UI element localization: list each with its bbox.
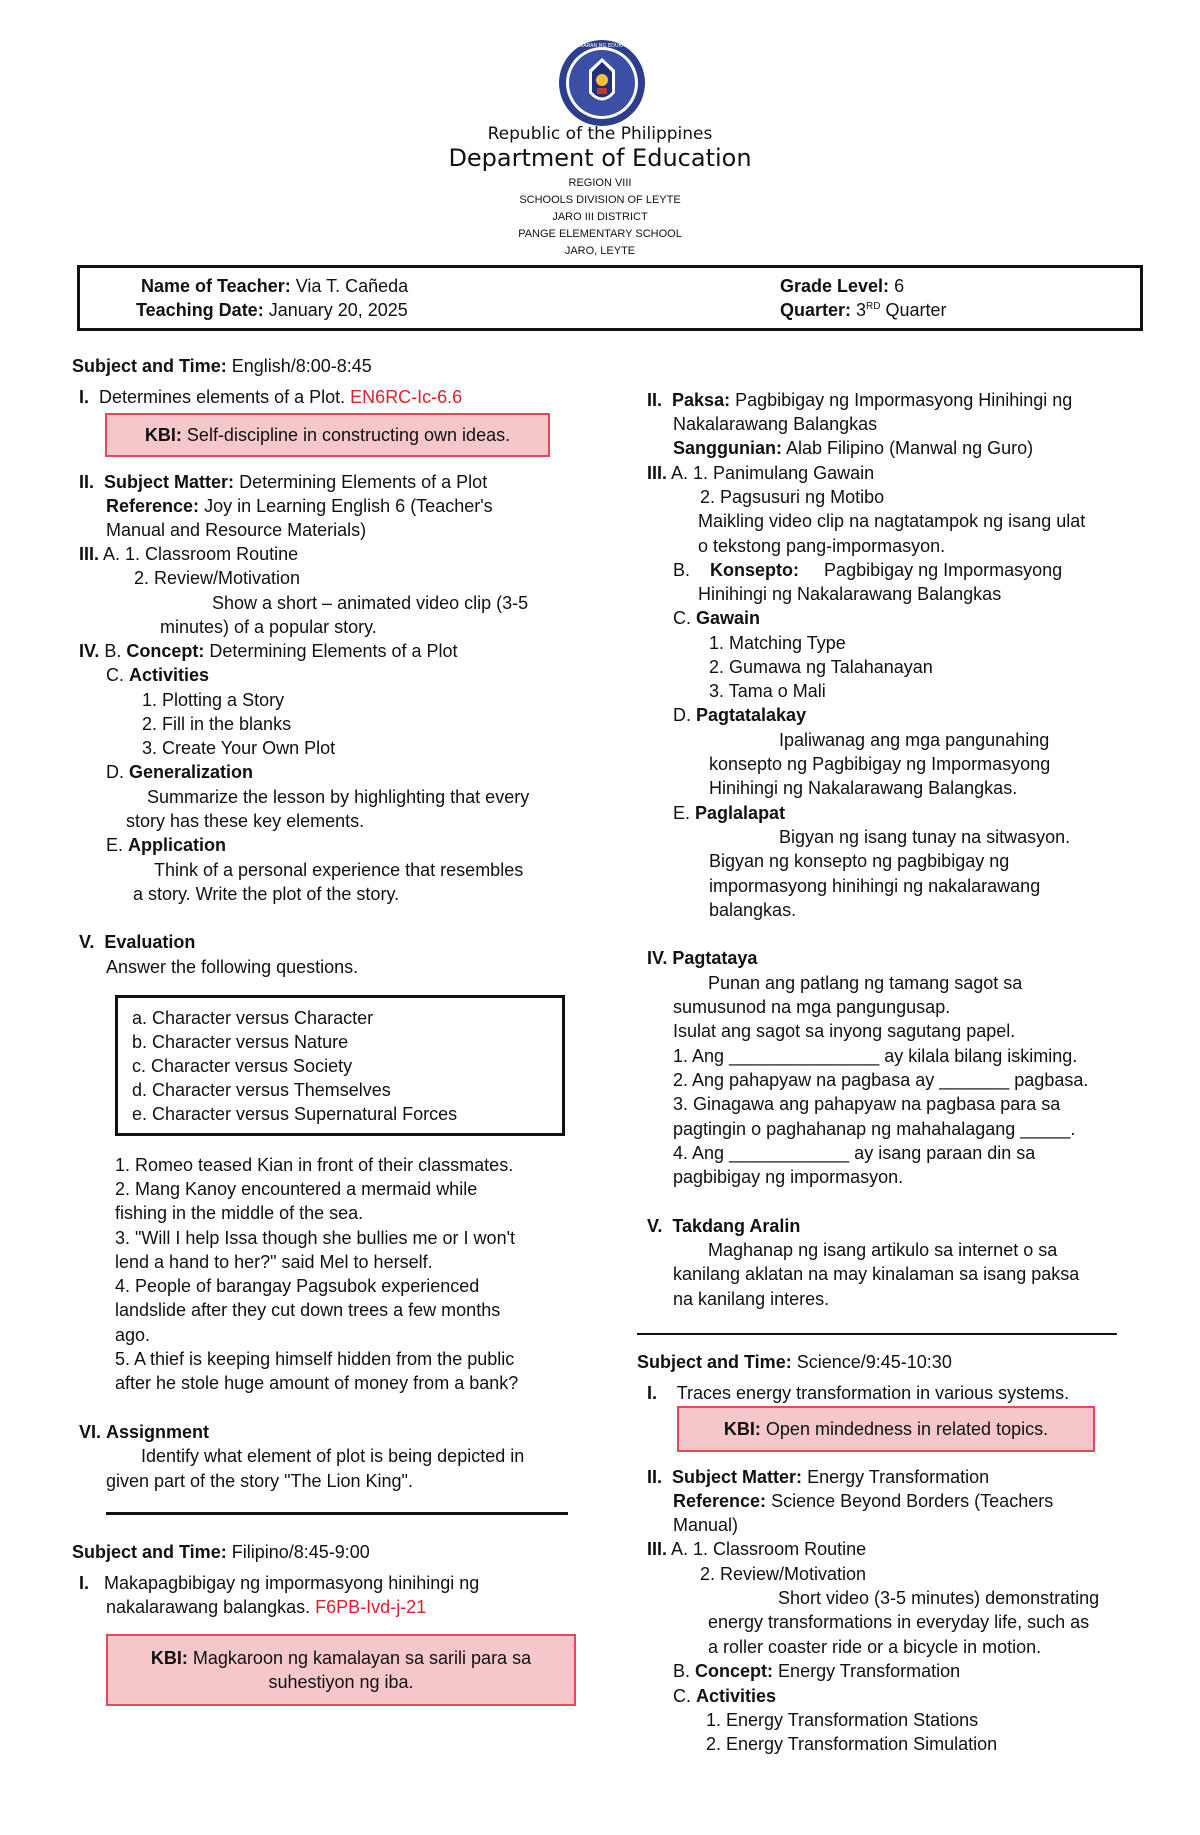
choices-box [115,995,565,1136]
science-subject-matter: II. Subject Matter: Energy Transformation [647,1467,990,1487]
filipino-sanggunian: Sanggunian: Alab Filipino (Manwal ng Guro) [673,438,1034,458]
filipino-pagtataya-item: 2. Ang pahapyaw na pagbasa ay _______ pagbasa. [673,1070,1089,1090]
filipino-pagtataya-title: IV. Pagtataya [647,948,758,968]
filipino-konsepto: B. Konsepto: Pagbibigay ng Impormasyong [673,560,1063,580]
filipino-motibo-text-1: Maikling video clip na nagtatampok ng isang ulat [698,511,1086,531]
section-divider [106,1512,568,1515]
science-motivation-text-2: energy transformations in everyday life, such as [708,1612,1090,1632]
filipino-pagtataya-item-cont: pagbibigay ng impormasyon. [673,1167,904,1187]
english-generalization-text-1: Summarize the lesson by highlighting that every [147,787,530,807]
question-item-cont: lend a hand to her?" said Mel to herself. [115,1252,433,1272]
filipino-code: F6PB-Ivd-j-21 [315,1597,427,1617]
filipino-takdang-aralin-text-1: Maghanap ng isang artikulo sa internet o sa [708,1240,1058,1260]
filipino-pagtataya-text-1: Punan ang patlang ng tamang sagot sa [708,973,1023,993]
english-concept: IV. B. Concept: Determining Elements of a Plot [79,641,458,661]
filipino-konsepto-cont: Hinihingi ng Nakalarawang Balangkas [698,584,1002,604]
science-motivation-text-3: a roller coaster ride or a bicycle in motion. [708,1637,1042,1657]
english-motivation-text-1: Show a short – animated video clip (3-5 [212,593,529,613]
filipino-paksa: II. Paksa: Pagbibigay ng Impormasyong Hinihingi ng [647,390,1073,410]
english-assignment-text-2: given part of the story "The Lion King". [106,1471,413,1491]
question-item: 2. Mang Kanoy encountered a mermaid while [115,1179,478,1199]
school-line: PANGE ELEMENTARY SCHOOL [518,228,682,240]
english-subject-matter: II. Subject Matter: Determining Elements of a Plot [79,472,488,492]
filipino-paglalapat-title: E. Paglalapat [673,803,786,823]
english-code: EN6RC-Ic-6.6 [350,387,463,407]
choice-item: b. Character versus Nature [132,1032,349,1052]
town-line: JARO, LEYTE [564,245,636,257]
english-motivation-text-2: minutes) of a popular story. [160,617,377,637]
science-reference: Reference: Science Beyond Borders (Teachers [673,1491,1054,1511]
filipino-pagtatalakay-text-2: konsepto ng Pagbibigay ng Impormasyong [709,754,1051,774]
english-application-text-2: a story. Write the plot of the story. [133,884,400,904]
teacher-info-box [77,265,1143,331]
filipino-motibo: 2. Pagsusuri ng Motibo [700,487,885,507]
question-item: 3. "Will I help Issa though she bullies me or I won't [115,1228,516,1248]
english-evaluation-title: V. Evaluation [79,932,196,952]
quarter-row: Quarter: 3RD Quarter [780,300,947,320]
section-divider [637,1333,1117,1335]
choice-item: d. Character versus Themselves [132,1080,391,1100]
english-kbi-box: KBI: Self-discipline in constructing own ideas. [105,413,550,457]
filipino-paglalapat-text-4: balangkas. [709,900,797,920]
date-row: Teaching Date: January 20, 2025 [136,300,408,320]
filipino-pagtataya-text-3: Isulat ang sagot sa inyong sagutang papel. [673,1021,1016,1041]
filipino-pagtataya-item: 1. Ang _______________ ay kilala bilang iskiming. [673,1046,1078,1066]
filipino-subject-time: Subject and Time: Filipino/8:45-9:00 [72,1542,370,1562]
filipino-paksa-cont: Nakalarawang Balangkas [673,414,878,434]
filipino-paglalapat-text-3: impormasyong hinihingi ng nakalarawang [709,876,1041,896]
filipino-paglalapat-text-1: Bigyan ng isang tunay na sitwasyon. [779,827,1071,847]
science-concept: B. Concept: Energy Transformation [673,1661,961,1681]
filipino-takdang-aralin-title: V. Takdang Aralin [647,1216,801,1236]
english-activity-item: 3. Create Your Own Plot [142,738,336,758]
filipino-paglalapat-text-2: Bigyan ng konsepto ng pagbibigay ng [709,851,1010,871]
grade-level: 6 [894,276,905,296]
english-application-text-1: Think of a personal experience that resembles [154,860,524,880]
question-item-cont: fishing in the middle of the sea. [115,1203,364,1223]
division-line: SCHOOLS DIVISION OF LEYTE [519,194,681,206]
filipino-takdang-aralin-text-3: na kanilang interes. [673,1289,830,1309]
filipino-pagtataya-item: 3. Ginagawa ang pahapyaw na pagbasa para sa [673,1094,1061,1114]
science-activity-item: 1. Energy Transformation Stations [706,1710,979,1730]
english-subject-time: Subject and Time: English/8:00-8:45 [72,356,372,376]
question-item-cont: after he stole huge amount of money from a bank? [115,1373,519,1393]
english-objective: I. Determines elements of a Plot. EN6RC-Ic-6.6 [79,387,463,407]
english-activity-item: 1. Plotting a Story [142,690,285,710]
teaching-date: January 20, 2025 [268,300,408,320]
choice-item: e. Character versus Supernatural Forces [132,1104,458,1124]
filipino-gawain-item: 1. Matching Type [709,633,846,653]
science-procedure: III. A. 1. Classroom Routine [647,1539,867,1559]
filipino-pagtataya-item-cont: pagtingin o paghahanap ng mahahalagang _____. [673,1119,1076,1139]
filipino-objective: I. Makapagbibigay ng impormasyong hinihingi ng [79,1573,480,1593]
question-item-cont: landslide after they cut down trees a few months [115,1300,501,1320]
district-line: JARO III DISTRICT [552,211,648,223]
english-reference-cont: Manual and Resource Materials) [106,520,367,540]
filipino-gawain-item: 3. Tama o Mali [709,681,826,701]
question-item: 1. Romeo teased Kian in front of their classmates. [115,1155,514,1175]
science-subject-time: Subject and Time: Science/9:45-10:30 [637,1352,952,1372]
filipino-gawain-item: 2. Gumawa ng Talahanayan [709,657,933,677]
teacher-name: Via T. Cañeda [295,276,409,296]
filipino-pagtataya-item: 4. Ang ____________ ay isang paraan din sa [673,1143,1036,1163]
filipino-pagtatalakay-text-3: Hinihingi ng Nakalarawang Balangkas. [709,778,1018,798]
english-assignment-title: VI. Assignment [79,1422,210,1442]
english-motivation: 2. Review/Motivation [134,568,301,588]
english-generalization-text-2: story has these key elements. [126,811,365,831]
filipino-pagtataya-text-2: sumusunod na mga pangungusap. [673,997,951,1017]
question-item: 4. People of barangay Pagsubok experienced [115,1276,480,1296]
republic-line: Republic of the Philippines [487,124,713,144]
filipino-pagtatalakay-text-1: Ipaliwanag ang mga pangunahing [779,730,1050,750]
science-activities-title: C. Activities [673,1686,777,1706]
region-line: REGION VIII [568,177,632,189]
question-item: 5. A thief is keeping himself hidden from the public [115,1349,515,1369]
english-application-title: E. Application [106,835,227,855]
english-activity-item: 2. Fill in the blanks [142,714,292,734]
filipino-pagtatalakay-title: D. Pagtatalakay [673,705,807,725]
filipino-takdang-aralin-text-2: kanilang aklatan na may kinalaman sa isang paksa [673,1264,1080,1284]
science-reference-cont: Manual) [673,1515,739,1535]
deped-seal-logo [557,38,647,128]
filipino-objective-cont: nakalarawang balangkas. F6PB-Ivd-j-21 [106,1597,427,1617]
department-title: Department of Education [448,144,752,172]
english-evaluation-instruction: Answer the following questions. [106,957,359,977]
english-procedure: III. A. 1. Classroom Routine [79,544,299,564]
filipino-gawain-title: C. Gawain [673,608,761,628]
english-reference: Reference: Joy in Learning English 6 (Teacher's [106,496,493,516]
science-objective: I. Traces energy transformation in various systems. [647,1383,1070,1403]
english-generalization-title: D. Generalization [106,762,254,782]
choice-item: c. Character versus Society [132,1056,353,1076]
filipino-kbi-box: KBI: Magkaroon ng kamalayan sa sarili para sa suhestiyon ng iba. [106,1634,576,1706]
filipino-motibo-text-2: o tekstong pang-impormasyon. [698,536,946,556]
science-activity-item: 2. Energy Transformation Simulation [706,1734,998,1754]
teacher-row: Name of Teacher: Via T. Cañeda [141,276,409,296]
english-assignment-text-1: Identify what element of plot is being depicted in [141,1446,525,1466]
filipino-pamamaraan: III. A. 1. Panimulang Gawain [647,463,875,483]
choice-item: a. Character versus Character [132,1008,374,1028]
grade-row: Grade Level: 6 [780,276,905,296]
seal-text: KAGAWARAN NG EDUKASYON [565,43,639,49]
english-activities-title: C. Activities [106,665,210,685]
science-motivation-text-1: Short video (3-5 minutes) demonstrating [778,1588,1100,1608]
question-item-cont: ago. [115,1325,151,1345]
science-motivation: 2. Review/Motivation [700,1564,867,1584]
science-kbi-box: KBI: Open mindedness in related topics. [677,1406,1095,1452]
